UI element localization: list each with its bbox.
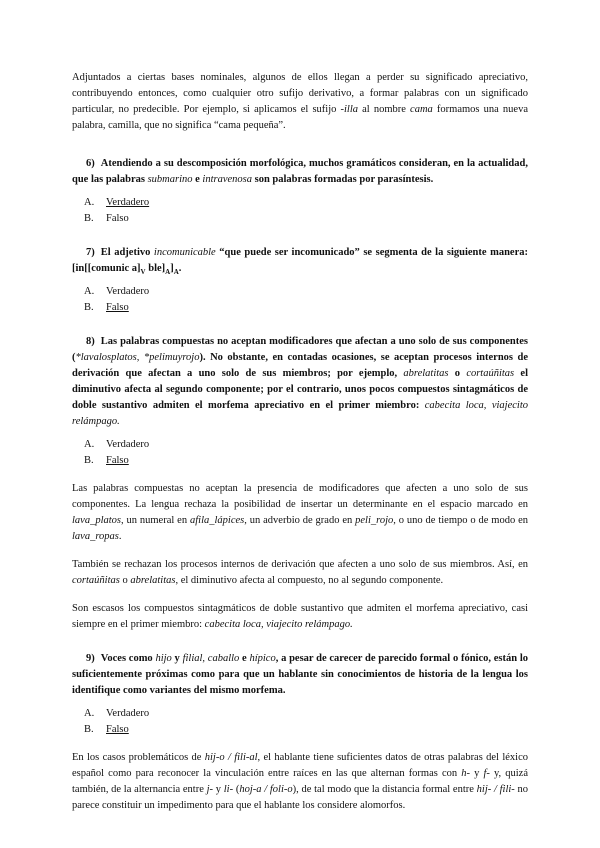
option-b[interactable]: B. Falso	[84, 302, 129, 313]
option-b[interactable]: B. Falso	[84, 213, 129, 224]
question-8-options	[84, 437, 528, 469]
question-7: 7) El adjetivo incomunicable “que puede ser incomunicado” se segmenta de la siguiente manera: [in[[comunic $a]_V$ $ble]_A]_A$.	[72, 247, 528, 277]
question-8: 8) Las palabras compuestas no aceptan modificadores que afectan a uno solo de sus componentes (*lavalosplatos, *pelimuyrojo). No obstante, en contadas ocasiones, se aceptan procesos internos de derivación que afectan a uno solo de sus miembros; por ejemplo, abrelatitas o cortaúñitas el diminutivo afecta al segundo componente; por el contrario, unos pocos compuestos sintagmáticos de doble sustantivo admiten el morfema apreciativo en el primer miembro: cabecita loca, viajecito relámpago.	[72, 336, 529, 427]
intro-paragraph: Adjuntados a ciertas bases nominales, algunos de ellos llegan a perder su significado apreciativo, contribuyendo entonces, como cualquier otro sufijo derivativo, a formar palabras con un significado particular, no predecible. Por ejemplo, si aplicamos el sufijo -illa al nombre cama formamos una nueva palabra, camilla, que no significa “cama pequeña”.	[72, 72, 528, 131]
question-7-options	[84, 284, 528, 316]
option-b[interactable]: B. Falso	[84, 724, 129, 735]
question-9: 9) Voces como hijo y filial, caballo e hípico, a pesar de carecer de parecido formal o fónico, están lo suficientemente próximas como para que un hablante sin conocimientos de historia de la lengua los identifique como variantes del mismo morfema.	[72, 653, 529, 696]
explanation-8-p2: También se rechazan los procesos internos de derivación que afecten a uno solo de sus miembros. Así, en cortaúñitas o abrelatitas, el diminutivo afecta al compuesto, no al segundo componente.	[72, 559, 528, 586]
question-6-options	[84, 195, 528, 227]
option-a[interactable]: A. Verdadero	[84, 197, 150, 208]
option-a[interactable]: A. Verdadero	[84, 286, 150, 297]
explanation-8-p3: Son escasos los compuestos sintagmáticos de doble sustantivo que admiten el morfema apreciativo, casi siempre en el primer miembro: cabecita loca, viajecito relámpago.	[72, 603, 528, 630]
explanation-8-p1: Las palabras compuestas no aceptan la presencia de modificadores que afecten a uno solo de sus componentes. La lengua rechaza la posibilidad de insertar un determinante en el espacio marcado en lava_platos, un numeral en afila_lápices, un adverbio de grado en peli_rojo, o uno de tiempo o de modo en lava_ropas.	[72, 483, 529, 542]
option-b[interactable]: B. Falso	[84, 455, 129, 466]
option-a[interactable]: A. Verdadero	[84, 708, 150, 719]
question-9-options	[84, 706, 528, 738]
explanation-9: En los casos problemáticos de hij-o / fili-al, el hablante tiene suficientes datos de otras palabras del léxico español como para reconocer la vinculación entre raíces en las que alternan formas con h- y f- y, quizá también, de la alternancia entre j- y li- (hoj-a / foli-o), de tal modo que la distancia formal entre hij- / fili- no parece constituir un impedimento para que el hablante los considere alomorfos.	[72, 752, 529, 811]
option-a[interactable]: A. Verdadero	[84, 439, 150, 450]
question-6: 6) Atendiendo a su descomposición morfológica, muchos gramáticos consideran, en la actualidad, que las palabras submarino e intravenosa son palabras formadas por parasíntesis.	[72, 158, 528, 185]
